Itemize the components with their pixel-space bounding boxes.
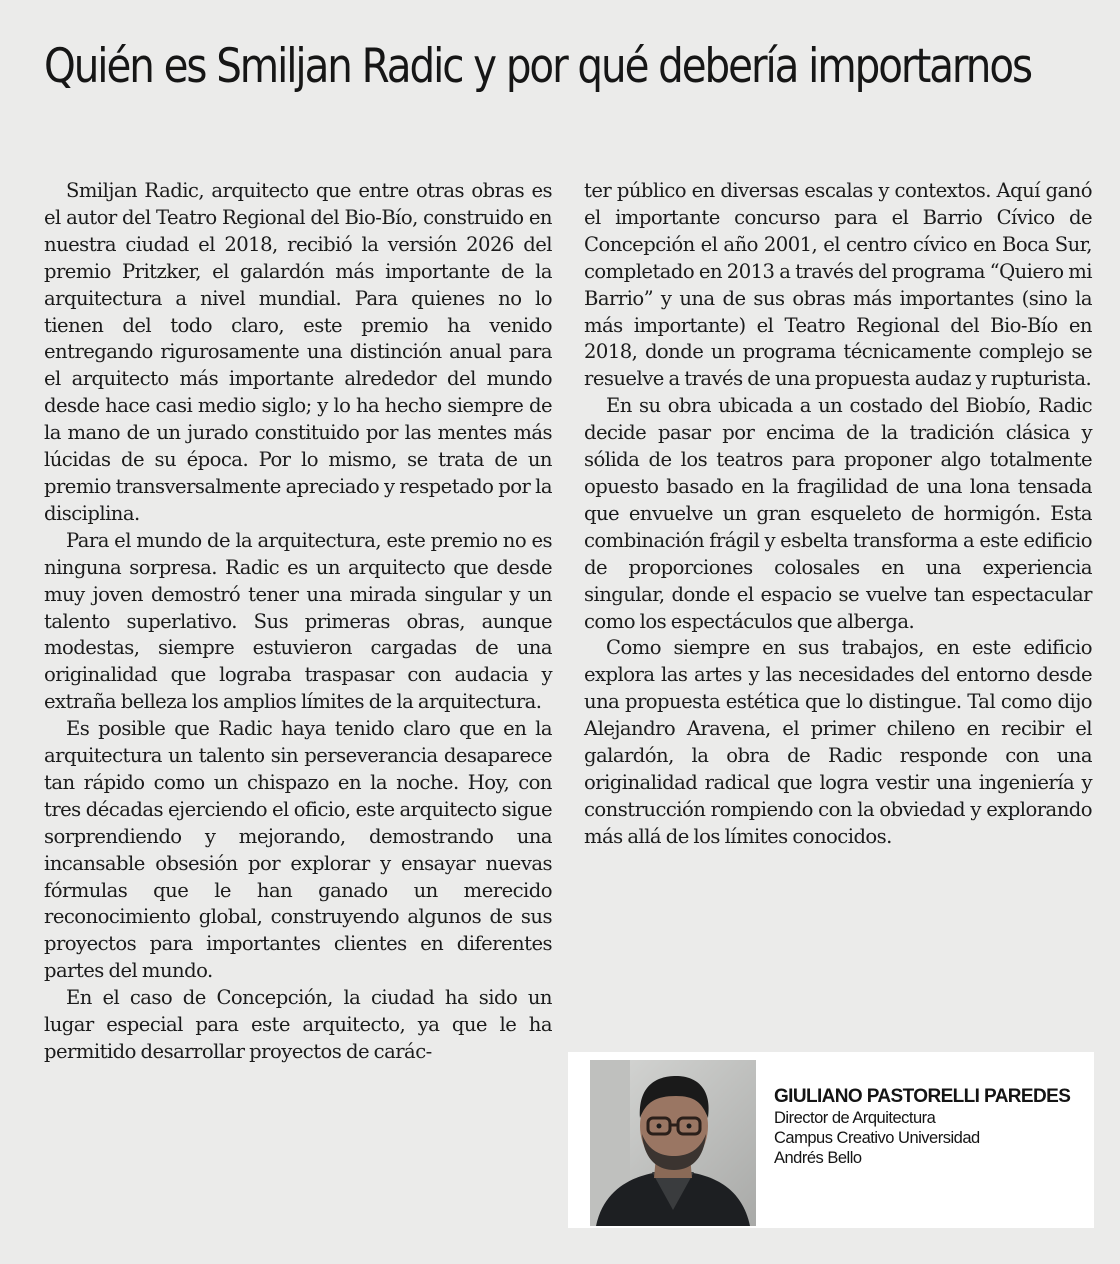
author-photo [590, 1060, 756, 1226]
article-column-right [584, 178, 1092, 851]
author-role-line: Campus Creativo Universidad [774, 1129, 980, 1147]
author-portrait-illustration [590, 1060, 756, 1226]
article-headline: Quién es Smiljan Radic y por qué debería importarnos [44, 39, 1031, 94]
article-column-left [44, 178, 552, 1066]
article-paragraph: Es posible que Radic haya tenido claro que en la arquitectura un talento sin perseverancia desaparece tan rápido como un chispazo en la noche. Hoy, con tres décadas ejerciendo el oficio, este arquitecto sigue sorprendiendo y mejorando, demostrando una incansable obsesión por explorar y ensayar nuevas fórmulas que le han ganado un merecido reconocimiento global, construyendo algunos de sus proyectos para importantes clientes en diferentes partes del mundo. [44, 717, 552, 983]
author-role-line: Director de Arquitectura [774, 1109, 936, 1127]
article-paragraph: En el caso de Concepción, la ciudad ha sido un lugar especial para este arquitecto, ya que le ha permitido desarrollar proyectos de carác- [44, 986, 552, 1063]
article-paragraph: Smiljan Radic, arquitecto que entre otras obras es el autor del Teatro Regional del Bio-Bío, construido en nuestra ciudad el 2018, recibió la versión 2026 del premio Pritzker, el galardón más importante de la arquitectura a nivel mundial. Para quienes no lo tienen del todo claro, este premio ha venido entregando rigurosamente una distinción anual para el arquitecto más importante alrededor del mundo desde hace casi medio siglo; y lo ha hecho siempre de la mano de un jurado constituido por las mentes más lúcidas de su época. Por lo mismo, se trata de un premio transversalmente apreciado y respetado por la disciplina. [44, 179, 552, 525]
author-info [774, 1086, 1074, 1168]
author-name: GIULIANO PASTORELLI PAREDES [774, 1086, 1071, 1107]
article-paragraph-continuation: ter público en diversas escalas y contextos. Aquí ganó el importante concurso para el Barrio Cívico de Concepción el año 2001, el centro cívico en Boca Sur, completado en 2013 a través del programa “Quiero mi Barrio” y una de sus obras más importantes (sino la más importante) el Teatro Regional del Bio-Bío en 2018, donde un programa técnicamente complejo se resuelve a través de una propuesta audaz y rupturista. [584, 179, 1092, 391]
author-role-line: Andrés Bello [774, 1149, 862, 1167]
article-paragraph: Como siempre en sus trabajos, en este edificio explora las artes y las necesidades del entorno desde una propuesta estética que lo distingue. Tal como dijo Alejandro Aravena, el primer chileno en recibir el galardón, la obra de Radic responde con una originalidad radical que logra vestir una ingeniería y construcción rompiendo con la obviedad y explorando más allá de los límites conocidos. [584, 636, 1092, 848]
article-paragraph: En su obra ubicada a un costado del Biobío, Radic decide pasar por encima de la tradición clásica y sólida de los teatros para proponer algo totalmente opuesto basado en la fragilidad de una lona tensada que envuelve un gran esqueleto de hormigón. Esta combinación frágil y esbelta transforma a este edificio de proporciones colosales en una experiencia singular, donde el espacio se vuelve tan espectacular como los espectáculos que alberga. [584, 394, 1092, 633]
author-box [568, 1052, 1094, 1228]
article-paragraph: Para el mundo de la arquitectura, este premio no es ninguna sorpresa. Radic es un arquitecto que desde muy joven demostró tener una mirada singular y un talento superlativo. Sus primeras obras, aunque modestas, siempre estuvieron cargadas de una originalidad que lograba traspasar con audacia y extraña belleza los amplios límites de la arquitectura. [44, 528, 552, 714]
